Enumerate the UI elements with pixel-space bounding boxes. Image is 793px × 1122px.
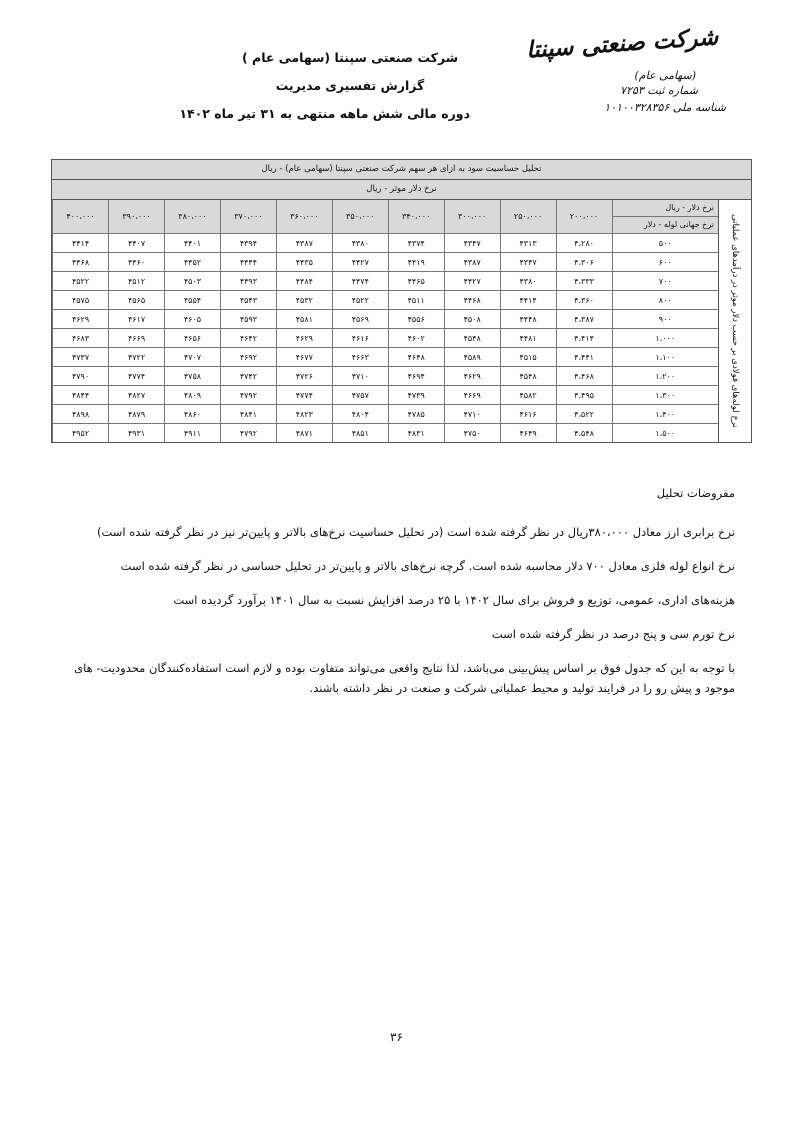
column-header: ۲۰۰،۰۰۰ [556, 200, 612, 234]
column-header: ۳۴۰،۰۰۰ [388, 200, 444, 234]
table-cell: ۴۶۲۹ [53, 310, 109, 329]
table-cell: ۴۳۸۰ [500, 272, 556, 291]
table-header-row [53, 200, 719, 234]
table-grid [52, 200, 751, 442]
table-cell: ۴۵۸۹ [444, 348, 500, 367]
row-label: ۹۰۰ [612, 310, 718, 329]
table-cell: ۴۵۸۲ [500, 386, 556, 405]
table-cell: ۴۴۰۷ [109, 234, 165, 253]
table-cell: ۴۷۰۷ [165, 348, 221, 367]
table-cell: ۴۴۶۵ [388, 272, 444, 291]
table-cell: ۴۶۰۲ [388, 329, 444, 348]
table-cell: ۴۶۲۹ [444, 367, 500, 386]
table-cell: ۴۵۵۶ [388, 310, 444, 329]
table-cell: ۴۴۷۴ [332, 272, 388, 291]
table-cell: ۴،۵۴۸ [556, 424, 612, 443]
table-cell: ۴۷۹۲ [220, 386, 276, 405]
table-cell: ۴،۲۸۰ [556, 234, 612, 253]
table-cell: ۴۸۷۹ [109, 405, 165, 424]
table-row [53, 386, 719, 405]
logo-company-name: شرکت صنعتی سپنتا [524, 23, 719, 64]
table-cell: ۴۴۲۷ [444, 272, 500, 291]
corner-bottom-label: نرخ جهانی لوله - دلار [613, 216, 719, 233]
table-cell: ۴۶۹۲ [220, 348, 276, 367]
table-cell: ۴۴۴۸ [500, 310, 556, 329]
table-cell: ۴۴۰۱ [165, 234, 221, 253]
table-cell: ۴۳۷۴ [388, 234, 444, 253]
logo-company-type: (سهامی عام) [634, 69, 696, 82]
table-cell: ۴۴۱۴ [53, 234, 109, 253]
table-cell: ۴۴۳۵ [276, 253, 332, 272]
corner-top-label: نرخ دلار - ریال [665, 203, 714, 212]
table-cell: ۴۷۲۶ [276, 367, 332, 386]
report-period: دوره مالی شش ماهه منتهی به ۳۱ تیر ماه ۱۴۰۲ [179, 106, 470, 121]
table-cell: ۴،۳۸۷ [556, 310, 612, 329]
table-cell: ۴۵۱۲ [109, 272, 165, 291]
table-cell: ۴۶۷۷ [276, 348, 332, 367]
table-cell: ۴۵۹۳ [220, 310, 276, 329]
table-cell: ۴۴۸۱ [500, 329, 556, 348]
table-cell: ۴۶۸۳ [53, 329, 109, 348]
table-cell: ۴۷۸۵ [388, 405, 444, 424]
table-row [53, 253, 719, 272]
table-cell: ۴۷۷۴ [276, 386, 332, 405]
assumption-item: هزینه‌های اداری، عمومی، توزیع و فروش برای سال ۱۴۰۲ با ۲۵ درصد افزایش نسبت به سال ۱۴۰۱ برآورد گردیده است [173, 593, 735, 607]
report-header [179, 44, 470, 128]
table-cell: ۴۵۲۲ [53, 272, 109, 291]
table-cell: ۴۴۶۸ [53, 253, 109, 272]
column-header: ۳۵۰،۰۰۰ [332, 200, 388, 234]
table-cell: ۴۵۲۲ [332, 291, 388, 310]
row-label: ۱،۰۰۰ [612, 329, 718, 348]
table-cell: ۴۶۶۳ [332, 348, 388, 367]
table-cell: ۴۵۸۱ [276, 310, 332, 329]
table-cell: ۴۵۴۳ [220, 291, 276, 310]
column-header: ۴۰۰،۰۰۰ [53, 200, 109, 234]
table-cell: ۴۷۳۷ [53, 348, 109, 367]
table-cell: ۴۶۲۹ [276, 329, 332, 348]
table-cell: ۴۸۲۷ [109, 386, 165, 405]
row-label: ۱،۵۰۰ [612, 424, 718, 443]
row-label: ۸۰۰ [612, 291, 718, 310]
table-cell: ۴۶۹۴ [388, 367, 444, 386]
table-row [53, 367, 719, 386]
table-cell: ۴۸۹۸ [53, 405, 109, 424]
table-cell: ۴،۴۹۵ [556, 386, 612, 405]
company-name: شرکت صنعتی سپنتا (سهامی عام ) [241, 50, 459, 65]
table-cell: ۴۴۴۴ [220, 253, 276, 272]
data-table [52, 200, 718, 442]
table-cell: ۴۳۱۳ [500, 234, 556, 253]
table-cell: ۴۶۱۶ [500, 405, 556, 424]
table-cell: ۴۴۱۹ [388, 253, 444, 272]
row-label: ۶۰۰ [612, 253, 718, 272]
sensitivity-table [51, 159, 752, 443]
table-cell: ۴۳۸۰ [332, 234, 388, 253]
table-cell: ۴۷۵۷ [332, 386, 388, 405]
column-header: ۳۹۰،۰۰۰ [109, 200, 165, 234]
table-row [53, 329, 719, 348]
table-cell: ۴۵۴۸ [500, 367, 556, 386]
table-cell: ۴۶۰۵ [165, 310, 221, 329]
table-cell: ۴۵۱۱ [388, 291, 444, 310]
table-cell: ۴۸۷۱ [276, 424, 332, 443]
table-cell: ۴۶۴۲ [220, 329, 276, 348]
table-cell: ۴،۴۴۱ [556, 348, 612, 367]
row-label: ۱،۲۰۰ [612, 367, 718, 386]
row-label: ۵۰۰ [612, 234, 718, 253]
table-cell: ۴۴۶۸ [444, 291, 500, 310]
table-cell: ۴،۳۰۶ [556, 253, 612, 272]
table-cell: ۴۴۲۷ [332, 253, 388, 272]
table-cell: ۴۳۴۷ [500, 253, 556, 272]
table-cell: ۴۷۵۰ [444, 424, 500, 443]
table-cell: ۴۸۳۱ [388, 424, 444, 443]
table-cell: ۴۳۹۴ [220, 234, 276, 253]
table-cell: ۴،۴۶۸ [556, 367, 612, 386]
assumption-item: با توجه به این که جدول فوق بر اساس پیش‌بینی می‌باشد، لذا نتایج واقعی می‌تواند متفاوت بوده و لازم است استفاده‌کنندگان محدودیت‌- های موجود و پیش رو را در فرایند تولید و محیط عملیاتی شرکت و صنعت در نظر داشته باشند. [74, 661, 735, 695]
table-cell: ۴۹۳۱ [109, 424, 165, 443]
table-cell: ۴،۳۳۳ [556, 272, 612, 291]
table-cell: ۴۴۱۴ [500, 291, 556, 310]
table-cell: ۴۶۴۹ [500, 424, 556, 443]
table-cell: ۴۵۷۵ [53, 291, 109, 310]
table-cell: ۴۸۰۴ [332, 405, 388, 424]
table-cell: ۴۵۱۵ [500, 348, 556, 367]
table-cell: ۴۵۴۸ [444, 329, 500, 348]
table-title: تحلیل حساسیت سود به ازای هر سهم شرکت صنعتی سپنتا (سهامی عام) - ریال [52, 160, 751, 180]
row-label: ۱،۱۰۰ [612, 348, 718, 367]
table-cell: ۴۴۵۲ [165, 253, 221, 272]
column-header: ۳۰۰،۰۰۰ [444, 200, 500, 234]
table-row [53, 272, 719, 291]
table-cell: ۴۵۶۵ [109, 291, 165, 310]
table-cell: ۴۳۴۷ [444, 234, 500, 253]
table-cell: ۴۵۶۹ [332, 310, 388, 329]
table-cell: ۴۳۸۷ [276, 234, 332, 253]
assumptions-heading: مفروضات تحلیل [656, 486, 735, 500]
table-row [53, 234, 719, 253]
table-cell: ۴۶۴۸ [388, 348, 444, 367]
logo-registration: شماره ثبت ۷۲۵۳ [620, 84, 698, 97]
table-row [53, 291, 719, 310]
table-cell: ۴۹۵۲ [53, 424, 109, 443]
table-cell: ۴۶۶۹ [444, 386, 500, 405]
page-number: ۳۶ [390, 1030, 403, 1044]
table-cell: ۴۹۱۱ [165, 424, 221, 443]
table-cell: ۴۸۴۱ [220, 405, 276, 424]
assumption-item: نرخ تورم سی و پنج درصد در نظر گرفته شده است [491, 627, 735, 641]
table-row [53, 405, 719, 424]
table-cell: ۴۷۴۲ [220, 367, 276, 386]
table-cell: ۴۷۱۰ [332, 367, 388, 386]
table-cell: ۴۸۲۳ [276, 405, 332, 424]
corner-cell [612, 200, 718, 234]
assumption-item: نرخ برابری ارز معادل ۳۸۰،۰۰۰ریال در نظر گرفته شده است (در تحلیل حساسیت نرخ‌های بالاتر و پایین‌تر نیز در نظر گرفته شده است) [96, 525, 735, 539]
table-cell: ۴۷۵۸ [165, 367, 221, 386]
table-cell: ۴۸۴۴ [53, 386, 109, 405]
table-cell: ۴۳۸۷ [444, 253, 500, 272]
table-cell: ۴۷۷۴ [109, 367, 165, 386]
table-cell: ۴۸۶۰ [165, 405, 221, 424]
column-header: ۳۷۰،۰۰۰ [220, 200, 276, 234]
row-label: ۷۰۰ [612, 272, 718, 291]
column-header: ۳۸۰،۰۰۰ [165, 200, 221, 234]
side-label: نرخ لوله‌های فولادی بر حسب دلار موثر در درآمدهای عملیاتی [730, 214, 740, 428]
table-cell: ۴۸۰۹ [165, 386, 221, 405]
table-cell: ۴۵۰۸ [444, 310, 500, 329]
logo-national-id: شناسه ملی ۱۰۱۰۰۳۲۸۳۵۶ [604, 101, 726, 114]
table-cell: ۴۴۸۴ [276, 272, 332, 291]
table-cell: ۴۷۳۹ [388, 386, 444, 405]
table-cell: ۴،۴۱۴ [556, 329, 612, 348]
table-cell: ۴۷۲۲ [109, 348, 165, 367]
table-cell: ۴،۵۲۲ [556, 405, 612, 424]
report-title: گزارش تفسیری مدیریت [275, 78, 425, 93]
company-logo-signature [524, 23, 726, 122]
table-row [53, 310, 719, 329]
row-label: ۱،۳۰۰ [612, 386, 718, 405]
column-header: ۳۶۰،۰۰۰ [276, 200, 332, 234]
table-cell: ۴۷۱۰ [444, 405, 500, 424]
table-cell: ۴۴۶۰ [109, 253, 165, 272]
table-cell: ۴۶۱۷ [109, 310, 165, 329]
table-cell: ۴۸۵۱ [332, 424, 388, 443]
table-cell: ۴۶۱۶ [332, 329, 388, 348]
table-cell: ۴۵۳۲ [276, 291, 332, 310]
table-cell: ۴۵۵۴ [165, 291, 221, 310]
table-cell: ۴۷۹۲ [220, 424, 276, 443]
side-label-cell [718, 200, 751, 442]
table-cell: ۴۴۹۳ [220, 272, 276, 291]
column-header: ۲۵۰،۰۰۰ [500, 200, 556, 234]
table-cell: ۴۵۰۳ [165, 272, 221, 291]
table-row [53, 348, 719, 367]
table-cell: ۴۶۶۹ [109, 329, 165, 348]
row-label: ۱،۴۰۰ [612, 405, 718, 424]
assumptions-section [45, 486, 735, 712]
table-subtitle: نرخ دلار موثر - ریال [52, 180, 751, 200]
table-row [53, 424, 719, 443]
table-cell: ۴۷۹۰ [53, 367, 109, 386]
table-cell: ۴۶۵۶ [165, 329, 221, 348]
assumption-item: نرخ انواع لوله فلزی معادل ۷۰۰ دلار محاسبه شده است. گرچه نرخ‌های بالاتر و پایین‌تر در تحلیل حساسی در نظر گرفته شده است [120, 559, 735, 573]
table-cell: ۴،۳۶۰ [556, 291, 612, 310]
